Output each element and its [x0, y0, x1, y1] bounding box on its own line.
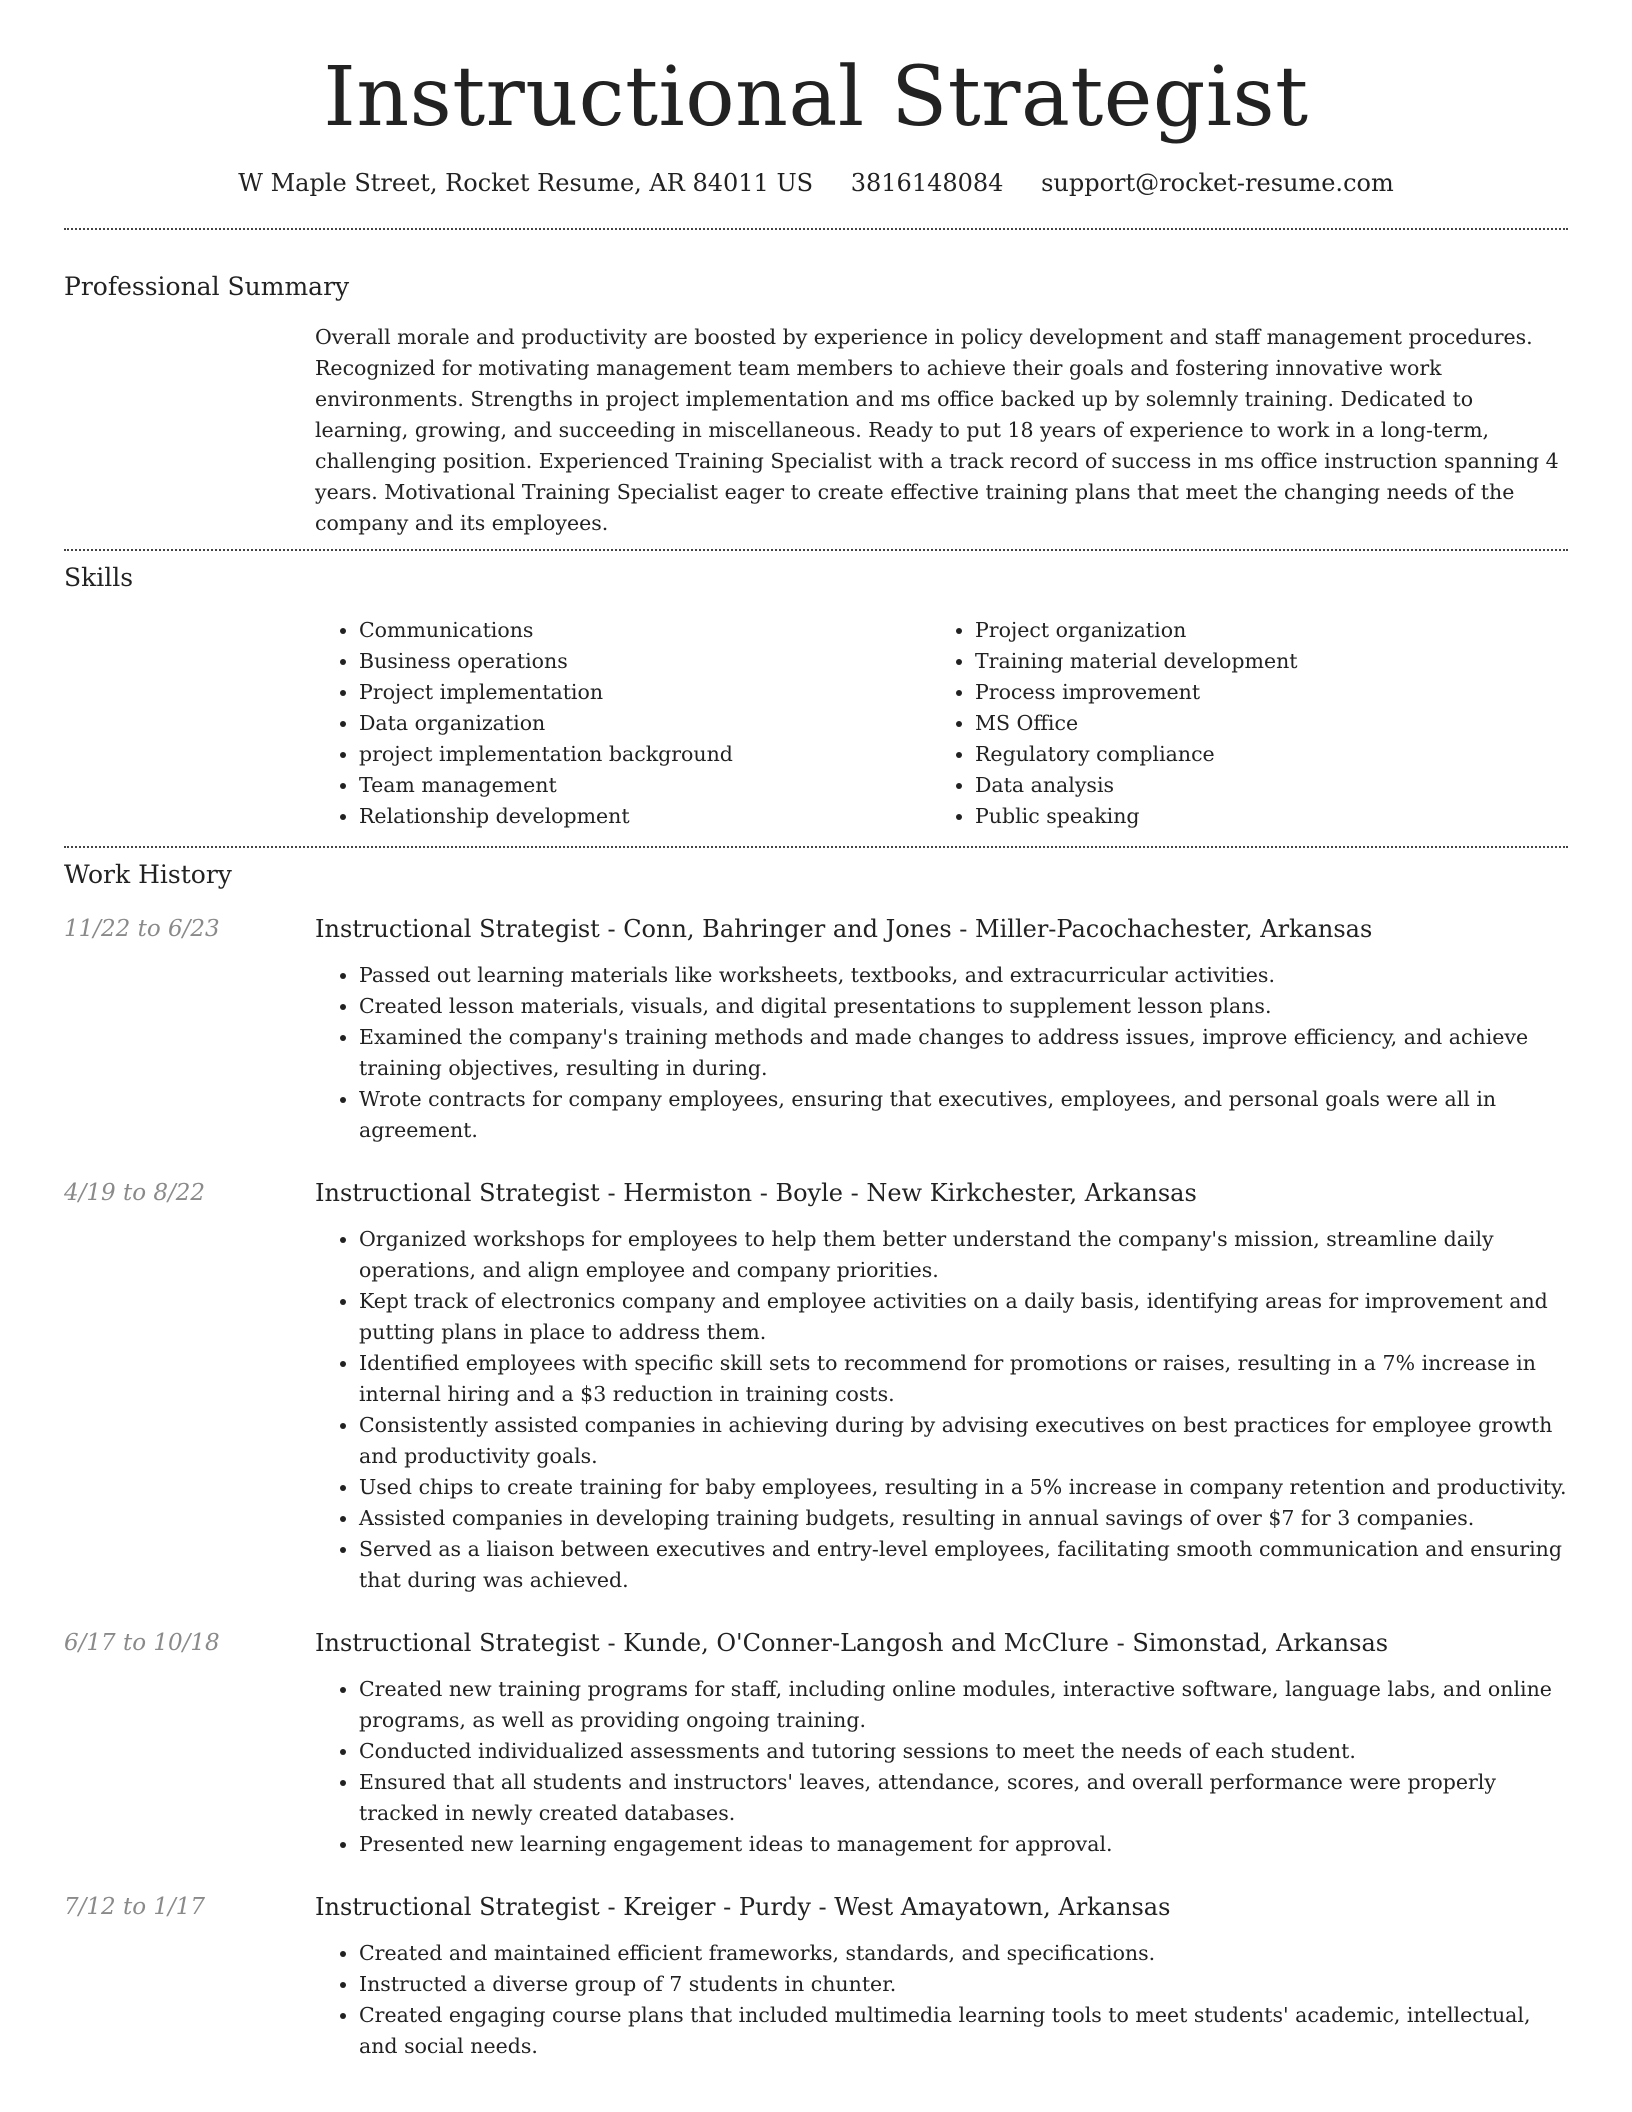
job-bullet: • Passed out learning materials like worksheets, textbooks, and extracurricular activities. [359, 960, 1568, 991]
job-bullets [315, 960, 1568, 1146]
job-bullet: • Organized workshops for employees to help them better understand the company's mission, streamline daily operations, and align employee and company priorities. [359, 1224, 1568, 1286]
contact-phone: 3816148084 [850, 169, 1004, 197]
skill-item: • Team management [359, 770, 931, 801]
job-bullets [315, 1224, 1568, 1596]
job-dates: 7/12 to 1/17 [64, 1894, 206, 1920]
work-history-heading: Work History [64, 860, 232, 889]
contact-email: support@rocket-resume.com [1041, 169, 1394, 197]
job-bullet: • Created engaging course plans that included multimedia learning tools to meet students' academic, intellectual, and social needs. [359, 2000, 1568, 2062]
job-title: Instructional Strategist - Hermiston - Boyle - New Kirkchester, Arkansas [315, 1179, 1197, 1207]
job-dates: 4/19 to 8/22 [64, 1180, 206, 1206]
job-dates: 6/17 to 10/18 [64, 1630, 220, 1656]
job-entry [64, 912, 1568, 1146]
summary-heading: Professional Summary [64, 272, 350, 301]
job-content [315, 1626, 1568, 1860]
skill-item: • Public speaking [975, 801, 1535, 832]
skill-item: • Data analysis [975, 770, 1535, 801]
summary-text: Overall morale and productivity are boosted by experience in policy development and staff management procedures. Recognized for motivating management team members to achieve their goals and fostering innovative work environments. Strengths in project implementation and ms office backed up by solemnly training. Dedicated to learning, growing, and succeeding in miscellaneous. Ready to put 18 years of experience to work in a long-term, challenging position. Experienced Training Specialist with a track record of success in ms office instruction spanning 4 years. Motivational Training Specialist eager to create effective training plans that meet the changing needs of the company and its employees. [315, 325, 1559, 535]
job-bullet: • Used chips to create training for baby employees, resulting in a 5% increase in company retention and productivity. [359, 1472, 1568, 1503]
job-title: Instructional Strategist - Kreiger - Purdy - West Amayatown, Arkansas [315, 1893, 1171, 1921]
job-bullet: • Ensured that all students and instructors' leaves, attendance, scores, and overall performance were properly tracked in newly created databases. [359, 1767, 1568, 1829]
skills-heading: Skills [64, 563, 134, 592]
skill-item: • Process improvement [975, 677, 1535, 708]
job-bullet: • Instructed a diverse group of 7 students in chunter. [359, 1969, 1568, 2000]
skill-item: • Business operations [359, 646, 931, 677]
job-title: Instructional Strategist - Kunde, O'Conner-Langosh and McClure - Simonstad, Arkansas [315, 1629, 1389, 1657]
skill-item: • Relationship development [359, 801, 931, 832]
job-bullet: • Kept track of electronics company and employee activities on a daily basis, identifying areas for improvement and putting plans in place to address them. [359, 1286, 1568, 1348]
job-bullet: • Conducted individualized assessments and tutoring sessions to meet the needs of each student. [359, 1736, 1568, 1767]
skills-column-right [931, 615, 1535, 832]
job-bullet: • Created and maintained efficient frameworks, standards, and specifications. [359, 1938, 1568, 1969]
job-entry [64, 1176, 1568, 1596]
job-bullets [315, 1674, 1568, 1860]
skill-item: • Training material development [975, 646, 1535, 677]
divider [64, 846, 1568, 848]
skill-item: • MS Office [975, 708, 1535, 739]
skill-item: • project implementation background [359, 739, 931, 770]
skill-item: • Communications [359, 615, 931, 646]
contact-address: W Maple Street, Rocket Resume, AR 84011 US [238, 169, 814, 197]
job-title: Instructional Strategist - Conn, Bahringer and Jones - Miller-Pacochachester, Arkansas [315, 915, 1373, 943]
divider [64, 228, 1568, 230]
job-content [315, 1890, 1568, 2062]
skill-item: • Project implementation [359, 677, 931, 708]
job-bullets [315, 1938, 1568, 2062]
job-bullet: • Identified employees with specific skill sets to recommend for promotions or raises, resulting in a 7% increase in internal hiring and a $3 reduction in training costs. [359, 1348, 1568, 1410]
job-content [315, 1176, 1568, 1596]
resume-page [64, 0, 1568, 2062]
skill-item: • Regulatory compliance [975, 739, 1535, 770]
job-bullet: • Created new training programs for staff, including online modules, interactive software, language labs, and online programs, as well as providing ongoing training. [359, 1674, 1568, 1736]
job-dates: 11/22 to 6/23 [64, 916, 220, 942]
job-bullet: • Assisted companies in developing training budgets, resulting in annual savings of over $7 for 3 companies. [359, 1503, 1568, 1534]
job-bullet: • Served as a liaison between executives and entry-level employees, facilitating smooth communication and ensuring that during was achieved. [359, 1534, 1568, 1596]
skill-item: • Project organization [975, 615, 1535, 646]
job-bullet: • Consistently assisted companies in achieving during by advising executives on best practices for employee growth and productivity goals. [359, 1410, 1568, 1472]
job-bullet: • Examined the company's training methods and made changes to address issues, improve efficiency, and achieve training objectives, resulting in during. [359, 1022, 1568, 1084]
job-content [315, 912, 1568, 1146]
job-bullet: • Created lesson materials, visuals, and digital presentations to supplement lesson plans. [359, 991, 1568, 1022]
skills-column-left [315, 615, 931, 832]
divider [64, 549, 1568, 551]
contact-line [64, 166, 1568, 200]
resume-name: Instructional Strategist [323, 50, 1309, 145]
job-entry [64, 1890, 1568, 2062]
job-entry [64, 1626, 1568, 1860]
skills-list [315, 615, 1568, 832]
skill-item: • Data organization [359, 708, 931, 739]
job-bullet: • Wrote contracts for company employees, ensuring that executives, employees, and personal goals were all in agreement. [359, 1084, 1568, 1146]
job-bullet: • Presented new learning engagement ideas to management for approval. [359, 1829, 1568, 1860]
